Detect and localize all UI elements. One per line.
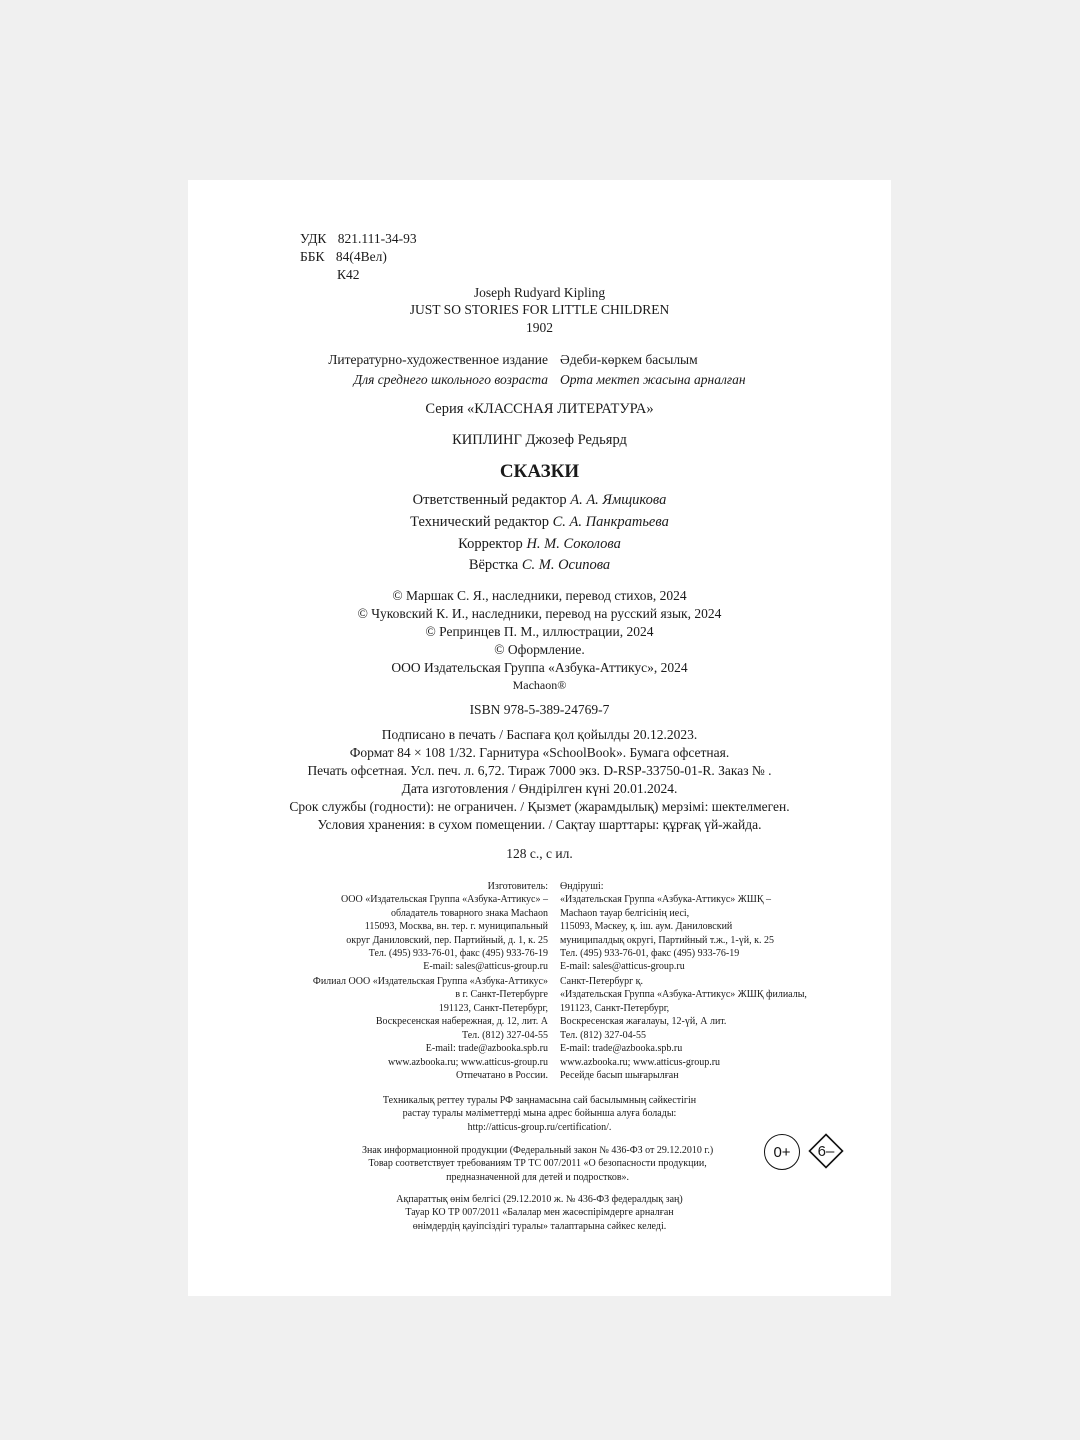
manufacturer-line: Изготовитель: bbox=[487, 881, 548, 892]
edition-type-ru: Литературно-художественное издание bbox=[328, 352, 548, 367]
bbk-value: 84(4Вел) bbox=[335, 249, 387, 264]
branch-line: Тел. (812) 327-04-55 bbox=[462, 1029, 548, 1041]
manufacturer-kz bbox=[560, 880, 774, 974]
credit-role: Технический редактор bbox=[410, 514, 550, 530]
credit-name: А. А. Ямщикова bbox=[570, 492, 667, 508]
branch-line: 191123, Санкт-Петербург, bbox=[560, 1002, 670, 1014]
manufacturer-line: Machaon тауар белгісінің иесі, bbox=[560, 907, 690, 919]
print-info-line: Условия хранения: в сухом помещении. / Сақтау шарттары: құрғақ үй-жайда. bbox=[317, 817, 762, 832]
author-name: КИПЛИНГ Джозеф Редьярд bbox=[452, 432, 627, 448]
manufacturer-line: обладатель товарного знака Machaon bbox=[391, 907, 548, 919]
machaon-mark: Machaon® bbox=[512, 678, 567, 692]
age-kz: Орта мектеп жасына арналған bbox=[560, 372, 746, 387]
branch-line: Санкт-Петербург қ. bbox=[560, 976, 644, 987]
copyright-line: © Репринцев П. М., иллюстрации, 2024 bbox=[425, 624, 654, 639]
certification-link[interactable]: http://atticus-group.ru/certification/. bbox=[467, 1121, 612, 1133]
original-year: 1902 bbox=[526, 320, 553, 335]
book-title: СКАЗКИ bbox=[499, 461, 580, 482]
udk-label: УДК bbox=[300, 231, 327, 246]
age-ru: Для среднего школьного возраста bbox=[353, 372, 548, 387]
certification-line: растау туралы мәліметтерді мына адрес бойынша алуға болады: bbox=[402, 1108, 677, 1120]
branch-kz bbox=[560, 975, 807, 1055]
info-sign-line: Ақпараттық өнім белгісі (29.12.2010 ж. № 436-ФЗ федералдық заң) bbox=[396, 1194, 683, 1205]
web-ru bbox=[388, 1056, 548, 1083]
credit-role: Вёрстка bbox=[468, 557, 519, 573]
web-line: www.azbooka.ru; www.atticus-group.ru bbox=[387, 1057, 548, 1068]
manufacturer-line: «Издательская Группа «Азбука-Аттикус» ЖШҚ – bbox=[560, 894, 772, 906]
author-mark: К42 bbox=[337, 267, 360, 282]
udk-value: 821.111-34-93 bbox=[337, 231, 417, 246]
print-info-line: Срок службы (годности): не ограничен. / Қызмет (жарамдылық) мерзімі: шектелмеген. bbox=[289, 799, 790, 814]
web-line: Ресейде басып шығарылған bbox=[560, 1070, 679, 1082]
manufacturer-line: округ Даниловский, пер. Партийный, д. 1, к. 25 bbox=[346, 934, 548, 946]
credit-name: Н. М. Соколова bbox=[526, 536, 621, 552]
manufacturer-line: E-mail: sales@atticus-group.ru bbox=[423, 961, 548, 973]
copyright-line: © Маршак С. Я., наследники, перевод стихов, 2024 bbox=[392, 588, 687, 603]
print-info-line: Печать офсетная. Усл. печ. л. 6,72. Тираж 7000 экз. D-RSP-33750-01-R. Заказ № . bbox=[307, 763, 772, 778]
credit-line bbox=[188, 492, 891, 509]
branch-ru bbox=[313, 975, 548, 1055]
branch-line: Тел. (812) 327-04-55 bbox=[560, 1029, 646, 1041]
branch-line: 191123, Санкт-Петербург, bbox=[438, 1002, 548, 1014]
imprint-page bbox=[188, 180, 891, 1296]
copyright-line: © Оформление. bbox=[494, 642, 585, 657]
credit-role: Ответственный редактор bbox=[412, 492, 567, 508]
manufacturer-line: муниципалдық округі, Партийный т.ж., 1-үй, к. 25 bbox=[560, 934, 774, 946]
age-rating-circle-icon: 0+ bbox=[764, 1134, 800, 1170]
age-rating-diamond-label: 6– bbox=[817, 1142, 835, 1160]
copyright-line: ООО Издательская Группа «Азбука-Аттикус», 2024 bbox=[391, 660, 688, 675]
credit-name: С. А. Панкратьева bbox=[552, 514, 669, 530]
edition-type-kz: Әдеби-көркем басылым bbox=[560, 352, 698, 367]
branch-line: Филиал ООО «Издательская Группа «Азбука-Аттикус» bbox=[312, 976, 548, 987]
bbk-label: ББК bbox=[300, 249, 325, 264]
certification-line: Техникалық реттеу туралы РФ заңнамасына сай басылымның сәйкестігін bbox=[382, 1095, 697, 1106]
web-line: www.azbooka.ru; www.atticus-group.ru bbox=[560, 1057, 721, 1068]
manufacturer-line: Тел. (495) 933-76-01, факс (495) 933-76-19 bbox=[560, 948, 740, 960]
print-info-line: Подписано в печать / Баспаға қол қойылды 20.12.2023. bbox=[381, 727, 698, 742]
manufacturer-line: Өндіруші: bbox=[560, 881, 604, 892]
certification bbox=[188, 1094, 891, 1134]
print-info-line: Дата изготовления / Өндірілген күні 20.01.2024. bbox=[401, 781, 678, 796]
manufacturer-ru bbox=[341, 880, 548, 974]
bbk-line bbox=[300, 249, 387, 265]
info-sign-ru bbox=[362, 1144, 713, 1184]
credit-role: Корректор bbox=[458, 536, 523, 552]
branch-line: E-mail: trade@azbooka.spb.ru bbox=[425, 1043, 548, 1055]
web-line: Отпечатано в России. bbox=[456, 1070, 548, 1082]
copyright-line: © Чуковский К. И., наследники, перевод на русский язык, 2024 bbox=[357, 606, 722, 621]
info-sign-line: өнімдердің қауіпсіздігі туралы» талаптарына сәйкес келеді. bbox=[412, 1220, 667, 1232]
branch-line: Воскресенская жағалауы, 12-үй, А лит. bbox=[560, 1016, 727, 1028]
original-author: Joseph Rudyard Kipling bbox=[473, 285, 606, 300]
manufacturer-line: 115093, Москва, вн. тер. г. муниципальный bbox=[364, 921, 548, 933]
branch-line: E-mail: trade@azbooka.spb.ru bbox=[560, 1043, 683, 1055]
web-kz bbox=[560, 1056, 720, 1083]
isbn: ISBN 978-5-389-24769-7 bbox=[469, 702, 610, 717]
info-sign-line: предназначенной для детей и подростков». bbox=[446, 1171, 630, 1183]
manufacturer-line: E-mail: sales@atticus-group.ru bbox=[560, 961, 685, 973]
branch-line: в г. Санкт-Петербурге bbox=[455, 989, 548, 1001]
udk-line bbox=[300, 231, 417, 247]
credit-line bbox=[188, 536, 891, 553]
credit-line bbox=[188, 557, 891, 574]
page-count: 128 с., с ил. bbox=[506, 846, 573, 861]
series: Серия «КЛАССНАЯ ЛИТЕРАТУРА» bbox=[425, 401, 654, 417]
original-title: JUST SO STORIES FOR LITTLE CHILDREN bbox=[409, 302, 670, 317]
info-sign-line: Знак информационной продукции (Федеральный закон № 436-ФЗ от 29.12.2010 г.) bbox=[362, 1145, 714, 1156]
print-info-line: Формат 84 × 108 1/32. Гарнитура «SchoolBook». Бумага офсетная. bbox=[349, 745, 730, 760]
info-sign-line: Тауар КО ТР 007/2011 «Балалар мен жасөспірімдерге арналған bbox=[405, 1207, 674, 1219]
branch-line: Воскресенская набережная, д. 12, лит. А bbox=[375, 1016, 548, 1028]
manufacturer-line: ООО «Издательская Группа «Азбука-Аттикус» – bbox=[341, 894, 548, 906]
branch-line: «Издательская Группа «Азбука-Аттикус» ЖШҚ филиалы, bbox=[560, 989, 807, 1001]
age-rating-diamond-icon bbox=[808, 1133, 844, 1169]
manufacturer-line: Тел. (495) 933-76-01, факс (495) 933-76-19 bbox=[368, 948, 548, 960]
credit-name: С. М. Осипова bbox=[521, 557, 611, 573]
manufacturer-line: 115093, Мәскеу, қ. іш. аум. Даниловский bbox=[560, 921, 733, 933]
info-sign-line: Товар соответствует требованиям ТР ТС 007/2011 «О безопасности продукции, bbox=[368, 1158, 707, 1170]
info-sign-kz bbox=[188, 1193, 891, 1233]
credit-line bbox=[188, 514, 891, 531]
